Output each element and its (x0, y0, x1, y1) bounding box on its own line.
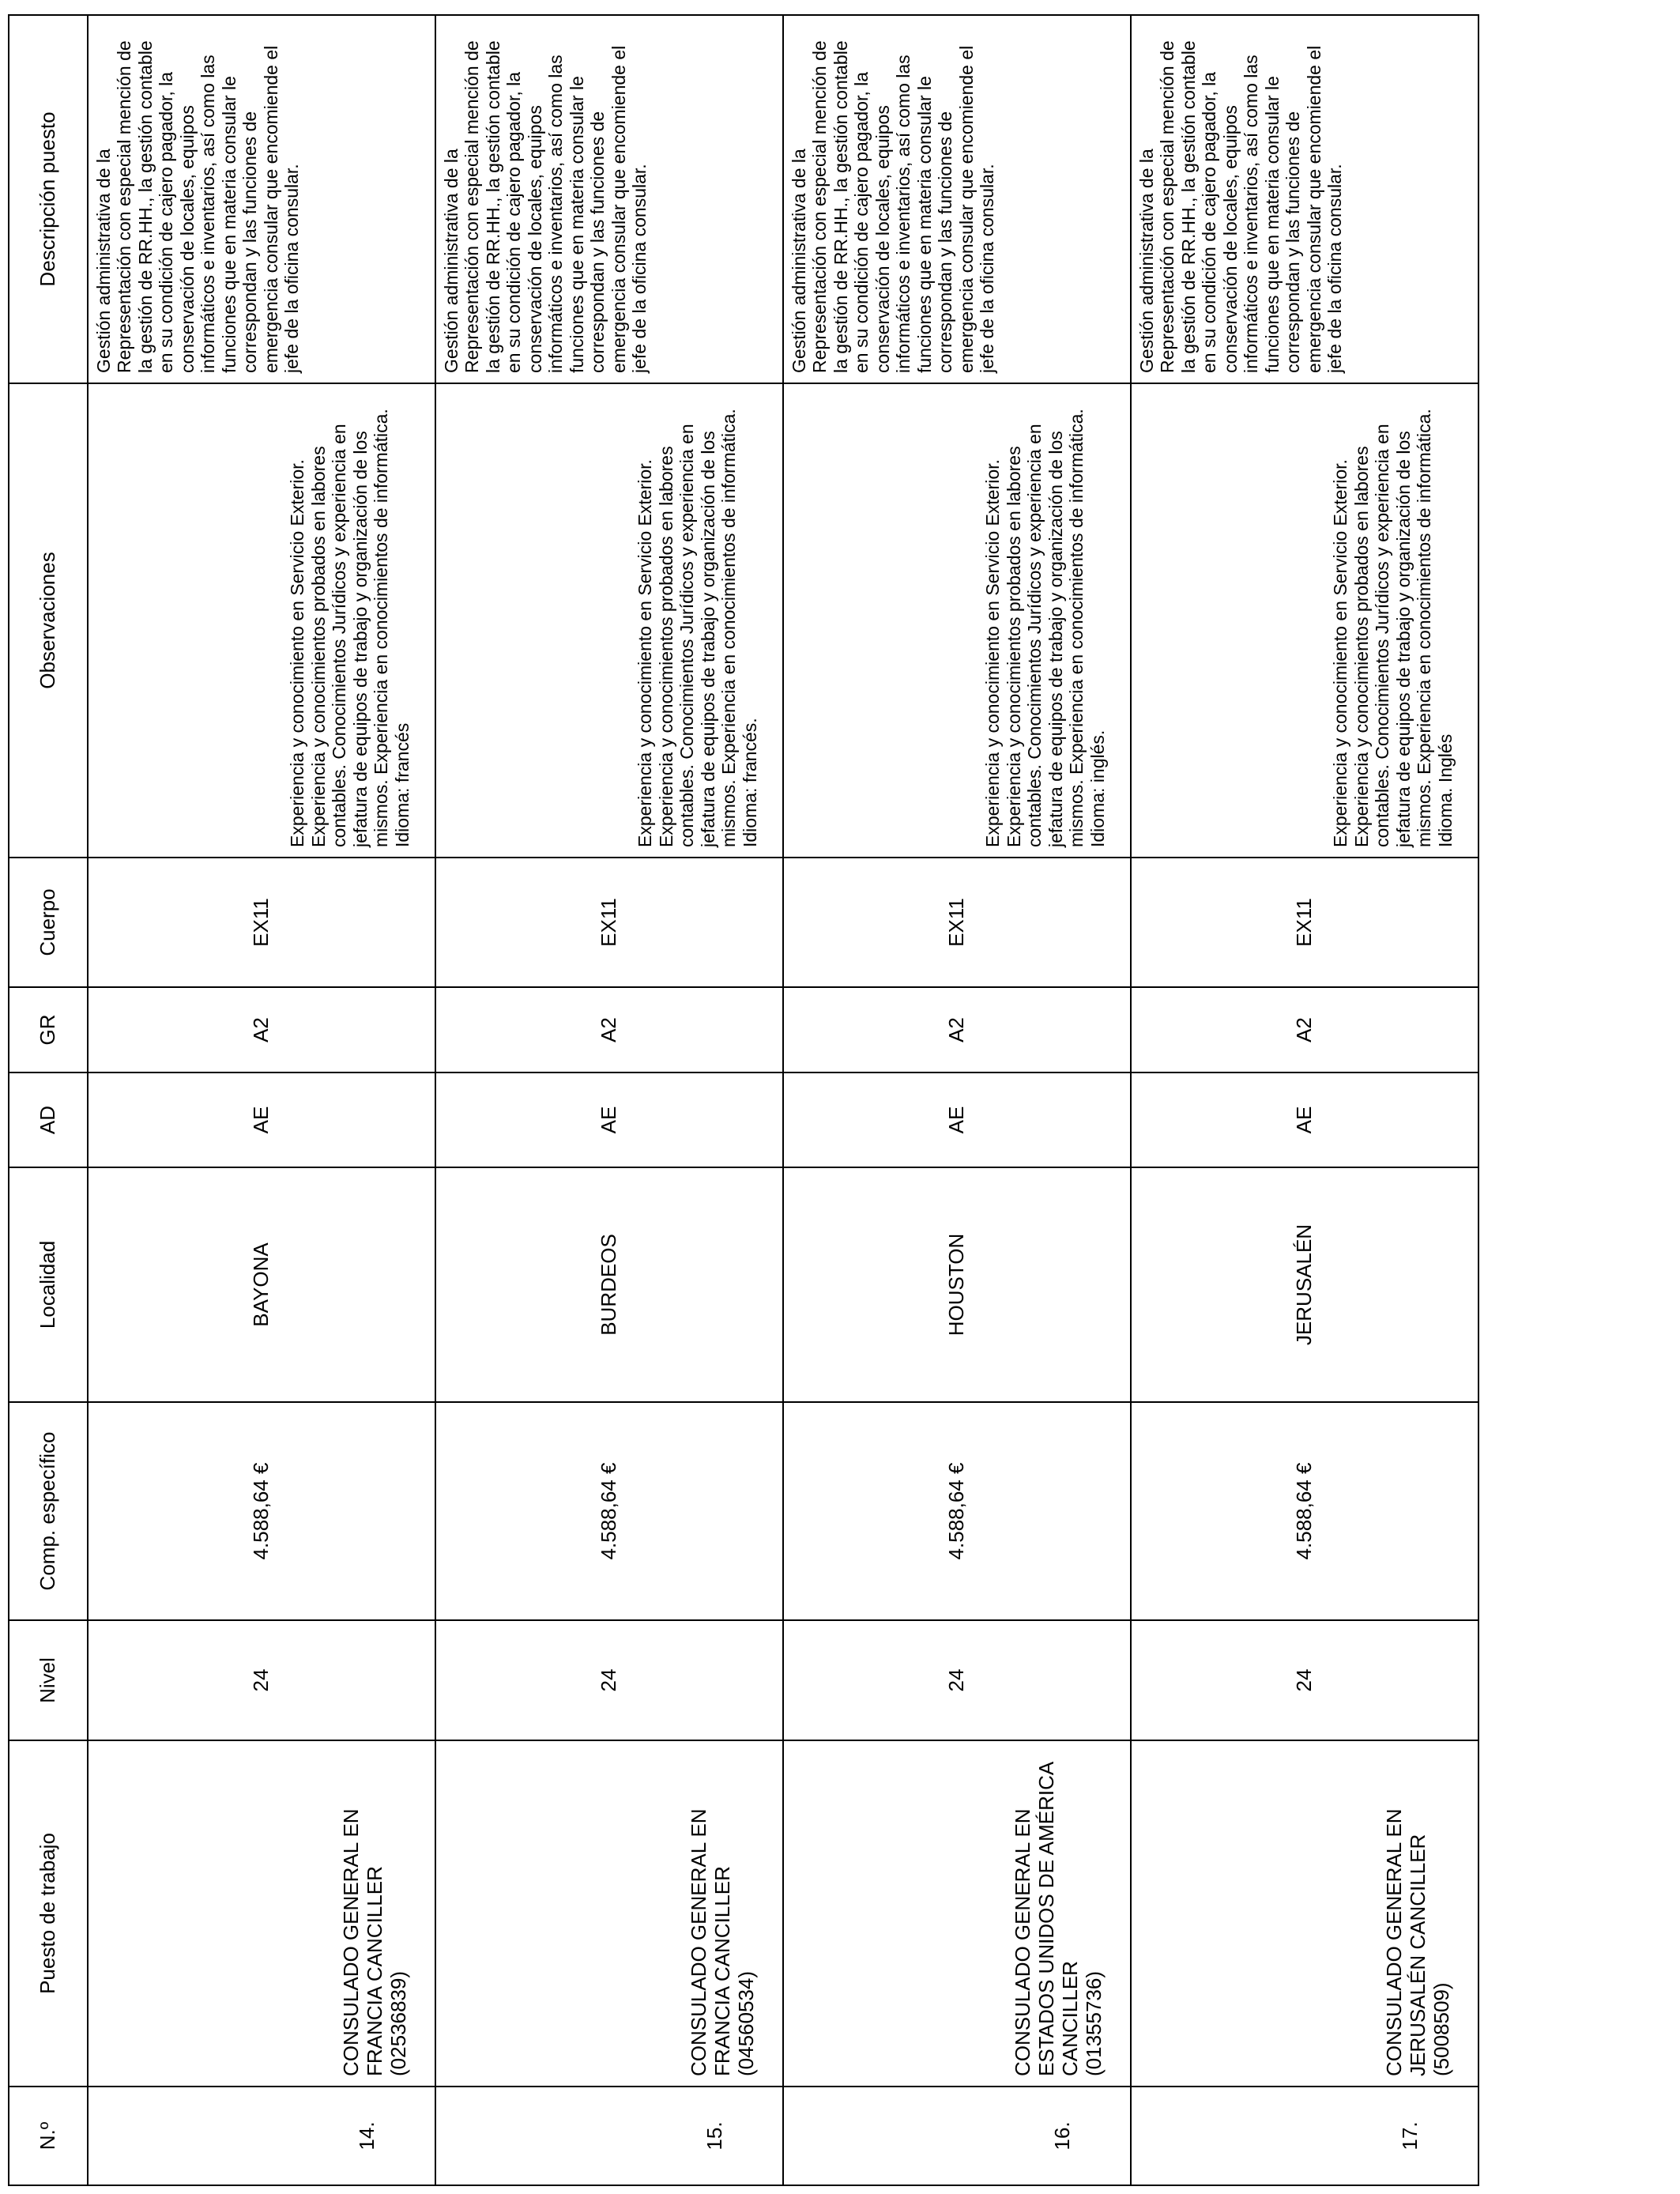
table-row (88, 15, 435, 2185)
row-descripcion: Gestión administrativa de la Representación con especial mención de la gestión de RR.HH., la gestión contable en su condición de cajero pagador, la conservación de locales, equipos informáticos e inventarios, así como las funciones que en materia consular le correspondan y las funciones de emergencia consular que encomiende el jefe de la oficina consular. (783, 15, 1131, 383)
puesto-code: (5008509) (1430, 1982, 1454, 2076)
header-ad: AD (9, 1072, 88, 1167)
row-cuerpo: EX11 (435, 858, 783, 987)
row-puesto (783, 1740, 1131, 2087)
table-row (783, 15, 1131, 2185)
row-localidad: HOUSTON (783, 1167, 1131, 1402)
row-gr: A2 (435, 987, 783, 1072)
row-ad: AE (435, 1072, 783, 1167)
header-cuerpo: Cuerpo (9, 858, 88, 987)
row-gr: A2 (1131, 987, 1478, 1072)
header-nivel: Nivel (9, 1620, 88, 1740)
row-nivel: 24 (783, 1620, 1131, 1740)
table-row (435, 15, 783, 2185)
row-localidad: BURDEOS (435, 1167, 783, 1402)
header-num: N.º (9, 2087, 88, 2185)
row-puesto (88, 1740, 435, 2087)
row-observaciones: Experiencia y conocimiento en Servicio Exterior. Experiencia y conocimientos probados en labores contables. Conocimientos Jurídicos y experiencia en jefatura de equipos de trabajo y organización de los mismos. Experiencia en conocimientos de informática. Idioma: inglés. (783, 383, 1131, 858)
row-puesto (1131, 1740, 1478, 2087)
header-comp: Comp. específico (9, 1402, 88, 1620)
row-descripcion: Gestión administrativa de la Representación con especial mención de la gestión de RR.HH., la gestión contable en su condición de cajero pagador, la conservación de locales, equipos informáticos e inventarios, así como las funciones que en materia consular le correspondan y las funciones de emergencia consular que encomiende el jefe de la oficina consular. (435, 15, 783, 383)
row-comp: 4.588,64 € (88, 1402, 435, 1620)
puesto-code: (01355736) (1082, 1971, 1106, 2076)
row-ad: AE (1131, 1072, 1478, 1167)
row-descripcion: Gestión administrativa de la Representación con especial mención de la gestión de RR.HH., la gestión contable en su condición de cajero pagador, la conservación de locales, equipos informáticos e inventarios, así como las funciones que en materia consular le correspondan y las funciones de emergencia consular que encomiende el jefe de la oficina consular. (88, 15, 435, 383)
row-comp: 4.588,64 € (783, 1402, 1131, 1620)
puesto-code: (02536839) (386, 1971, 411, 2076)
puesto-name: CONSULADO GENERAL EN ESTADOS UNIDOS DE AMÉRICA CANCILLER (1011, 1762, 1083, 2076)
row-nivel: 24 (88, 1620, 435, 1740)
row-cuerpo: EX11 (783, 858, 1131, 987)
header-localidad: Localidad (9, 1167, 88, 1402)
row-num: 16. (783, 2087, 1131, 2185)
header-descripcion: Descripción puesto (9, 15, 88, 383)
row-cuerpo: EX11 (88, 858, 435, 987)
row-localidad: JERUSALÉN (1131, 1167, 1478, 1402)
row-localidad: BAYONA (88, 1167, 435, 1402)
header-gr: GR (9, 987, 88, 1072)
row-descripcion: Gestión administrativa de la Representación con especial mención de la gestión de RR.HH., la gestión contable en su condición de cajero pagador, la conservación de locales, equipos informáticos e inventarios, así como las funciones que en materia consular le correspondan y las funciones de emergencia consular que encomiende el jefe de la oficina consular. (1131, 15, 1478, 383)
job-positions-table (8, 14, 1479, 2186)
header-row (9, 15, 88, 2185)
row-gr: A2 (783, 987, 1131, 1072)
row-observaciones: Experiencia y conocimiento en Servicio Exterior. Experiencia y conocimientos probados en labores contables. Conocimientos Jurídicos y experiencia en jefatura de equipos de trabajo y organización de los mismos. Experiencia en conocimientos de informática. Idioma. Inglés (1131, 383, 1478, 858)
row-puesto (435, 1740, 783, 2087)
row-num: 14. (88, 2087, 435, 2185)
header-observaciones: Observaciones (9, 383, 88, 858)
puesto-name: CONSULADO GENERAL EN FRANCIA CANCILLER (339, 1808, 387, 2076)
row-observaciones: Experiencia y conocimiento en Servicio Exterior. Experiencia y conocimientos probados en labores contables. Conocimientos Jurídicos y experiencia en jefatura de equipos de trabajo y organización de los mismos. Experiencia en conocimientos de informática. Idioma: francés (88, 383, 435, 858)
row-ad: AE (88, 1072, 435, 1167)
row-ad: AE (783, 1072, 1131, 1167)
row-gr: A2 (88, 987, 435, 1072)
row-num: 15. (435, 2087, 783, 2185)
row-comp: 4.588,64 € (435, 1402, 783, 1620)
header-puesto: Puesto de trabajo (9, 1740, 88, 2087)
row-num: 17. (1131, 2087, 1478, 2185)
puesto-name: CONSULADO GENERAL EN JERUSALÉN CANCILLER (1382, 1808, 1430, 2076)
puesto-name: CONSULADO GENERAL EN FRANCIA CANCILLER (687, 1808, 735, 2076)
table-row (1131, 15, 1478, 2185)
row-nivel: 24 (435, 1620, 783, 1740)
row-observaciones: Experiencia y conocimiento en Servicio Exterior. Experiencia y conocimientos probados en labores contables. Conocimientos Jurídicos y experiencia en jefatura de equipos de trabajo y organización de los mismos. Experiencia en conocimientos de informática. Idioma: francés. (435, 383, 783, 858)
puesto-code: (04560534) (734, 1971, 759, 2076)
row-cuerpo: EX11 (1131, 858, 1478, 987)
row-nivel: 24 (1131, 1620, 1478, 1740)
row-comp: 4.588,64 € (1131, 1402, 1478, 1620)
